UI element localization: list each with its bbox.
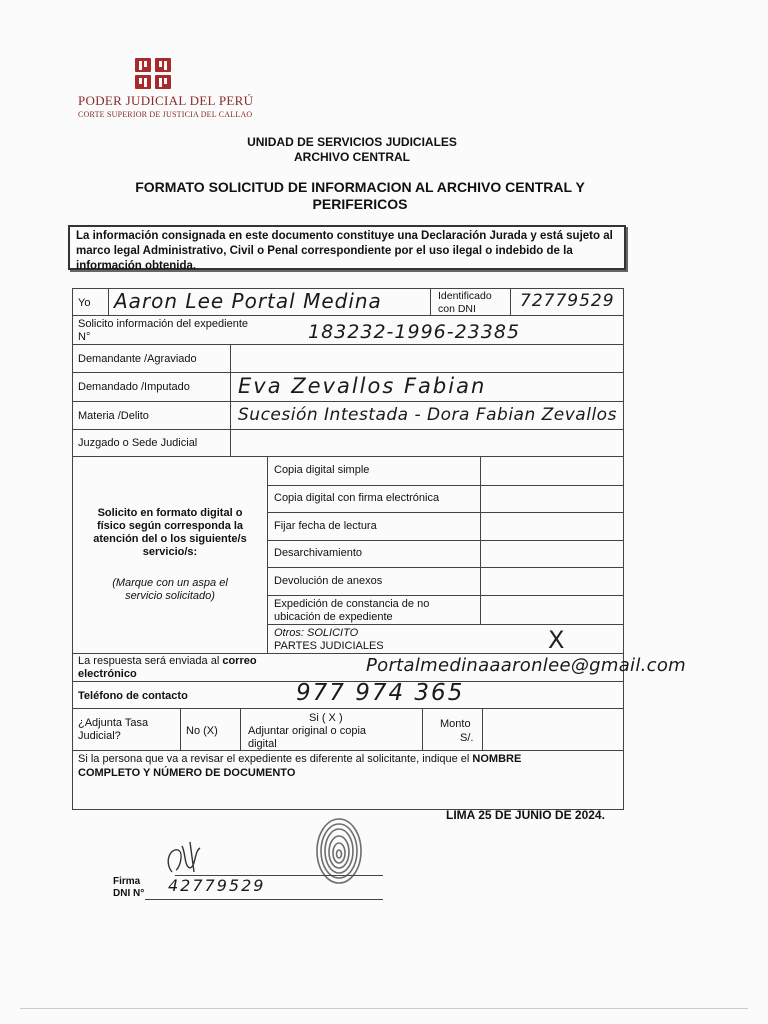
monto-currency: S/. <box>460 732 474 744</box>
declaration-box: La información consignada en este documento constituye una Declaración Jurada y está sujeto al marco legal Administrativo, Civil o Penal correspondiente por el uso ilegal o indebido de la información obtenida. <box>68 225 626 270</box>
form-title-line1: FORMATO SOLICITUD DE INFORMACION AL ARCHIVO CENTRAL Y <box>135 179 585 195</box>
materia-value[interactable]: Sucesión Intestada - Dora Fabian Zevallos <box>238 405 617 425</box>
firma-label: Firma <box>113 876 141 887</box>
solicito-line3: atención del o los siguiente/s <box>93 533 247 545</box>
service-otros-line1: Otros: SOLICITO <box>274 627 359 639</box>
telefono-label: Teléfono de contacto <box>78 690 188 702</box>
form-title-line2: PERIFERICOS <box>312 196 408 212</box>
service-otros-line2: PARTES JUDICIALES <box>274 640 384 652</box>
service-copia-firma-checkbox[interactable] <box>542 487 582 511</box>
service-copia-simple-checkbox[interactable] <box>542 458 582 482</box>
monto-label: Monto <box>440 718 471 730</box>
expediente-value[interactable]: 183232-1996-23385 <box>308 321 521 343</box>
archive-heading: ARCHIVO CENTRAL <box>294 150 410 164</box>
service-copia-firma: Copia digital con firma electrónica <box>274 492 440 504</box>
service-constancia-line1: Expedición de constancia de no <box>274 598 430 610</box>
service-desarchivamiento-checkbox[interactable] <box>542 542 582 566</box>
scan-edge <box>20 1008 748 1009</box>
unit-heading: UNIDAD DE SERVICIOS JUDICIALES <box>247 135 457 149</box>
service-constancia-line2: ubicación de expediente <box>274 611 393 623</box>
org-subtitle: CORTE SUPERIOR DE JUSTICIA DEL CALLAO <box>78 110 253 119</box>
juzgado-label: Juzgado o Sede Judicial <box>78 437 198 449</box>
persona-note-2: COMPLETO Y NÚMERO DE DOCUMENTO <box>78 767 296 779</box>
place-date: LIMA 25 DE JUNIO DE 2024. <box>446 808 605 822</box>
poder-judicial-logo <box>134 57 172 91</box>
dni-label-2: con DNI <box>438 303 476 315</box>
expediente-label-1: Solicito información del expediente <box>78 318 248 330</box>
persona-note: Si la persona que va a revisar el expediente es diferente al solicitante, indique el NOMBRE <box>78 753 522 765</box>
correo-value[interactable]: Portalmedinaaaronlee@gmail.com <box>366 655 687 676</box>
service-devolucion: Devolución de anexos <box>274 575 383 587</box>
dni-footer-value[interactable]: 42779529 <box>168 876 266 895</box>
correo-label-2: electrónico <box>78 668 137 680</box>
yo-value[interactable]: Aaron Lee Portal Medina <box>114 289 382 313</box>
demandado-label: Demandado /Imputado <box>78 381 190 393</box>
demandante-label: Demandante /Agraviado <box>78 353 197 365</box>
expediente-label-2: N° <box>78 331 91 343</box>
tasa-label-2: Judicial? <box>78 730 121 742</box>
marque-line2: servicio solicitado) <box>125 590 215 602</box>
adjuntar-label-1: Adjuntar original o copia <box>248 725 367 737</box>
dni-label-1: Identificado <box>438 290 492 302</box>
materia-label: Materia /Delito <box>78 410 149 422</box>
service-fijar-fecha: Fijar fecha de lectura <box>274 520 377 532</box>
dni-footer-label: DNI N° <box>113 888 145 899</box>
dni-value[interactable]: 72779529 <box>520 291 615 311</box>
demandado-value[interactable]: Eva Zevallos Fabian <box>238 374 487 398</box>
solicito-line4: servicio/s: <box>142 546 198 558</box>
solicito-line1: Solicito en formato digital o <box>97 507 243 519</box>
yo-label: Yo <box>78 297 91 309</box>
tasa-si-option[interactable]: Si ( X ) <box>309 712 343 724</box>
adjuntar-label-2: digital <box>248 738 277 750</box>
correo-label: La respuesta será enviada al correo <box>78 655 257 667</box>
tasa-label-1: ¿Adjunta Tasa <box>78 717 149 729</box>
marque-line1: (Marque con un aspa el <box>112 577 228 589</box>
service-devolucion-checkbox[interactable] <box>542 569 582 593</box>
solicito-line2: físico según corresponda la <box>96 520 244 532</box>
telefono-value[interactable]: 977 974 365 <box>296 680 465 706</box>
service-copia-simple: Copia digital simple <box>274 464 370 476</box>
request-form <box>72 288 687 810</box>
signature <box>160 838 220 878</box>
service-otros-mark[interactable]: X <box>548 626 565 654</box>
service-fijar-fecha-checkbox[interactable] <box>542 514 582 538</box>
dni-line <box>145 899 383 900</box>
service-desarchivamiento: Desarchivamiento <box>274 547 363 559</box>
tasa-no-option[interactable]: No (X) <box>186 725 218 737</box>
org-name: PODER JUDICIAL DEL PERÚ <box>78 93 254 108</box>
